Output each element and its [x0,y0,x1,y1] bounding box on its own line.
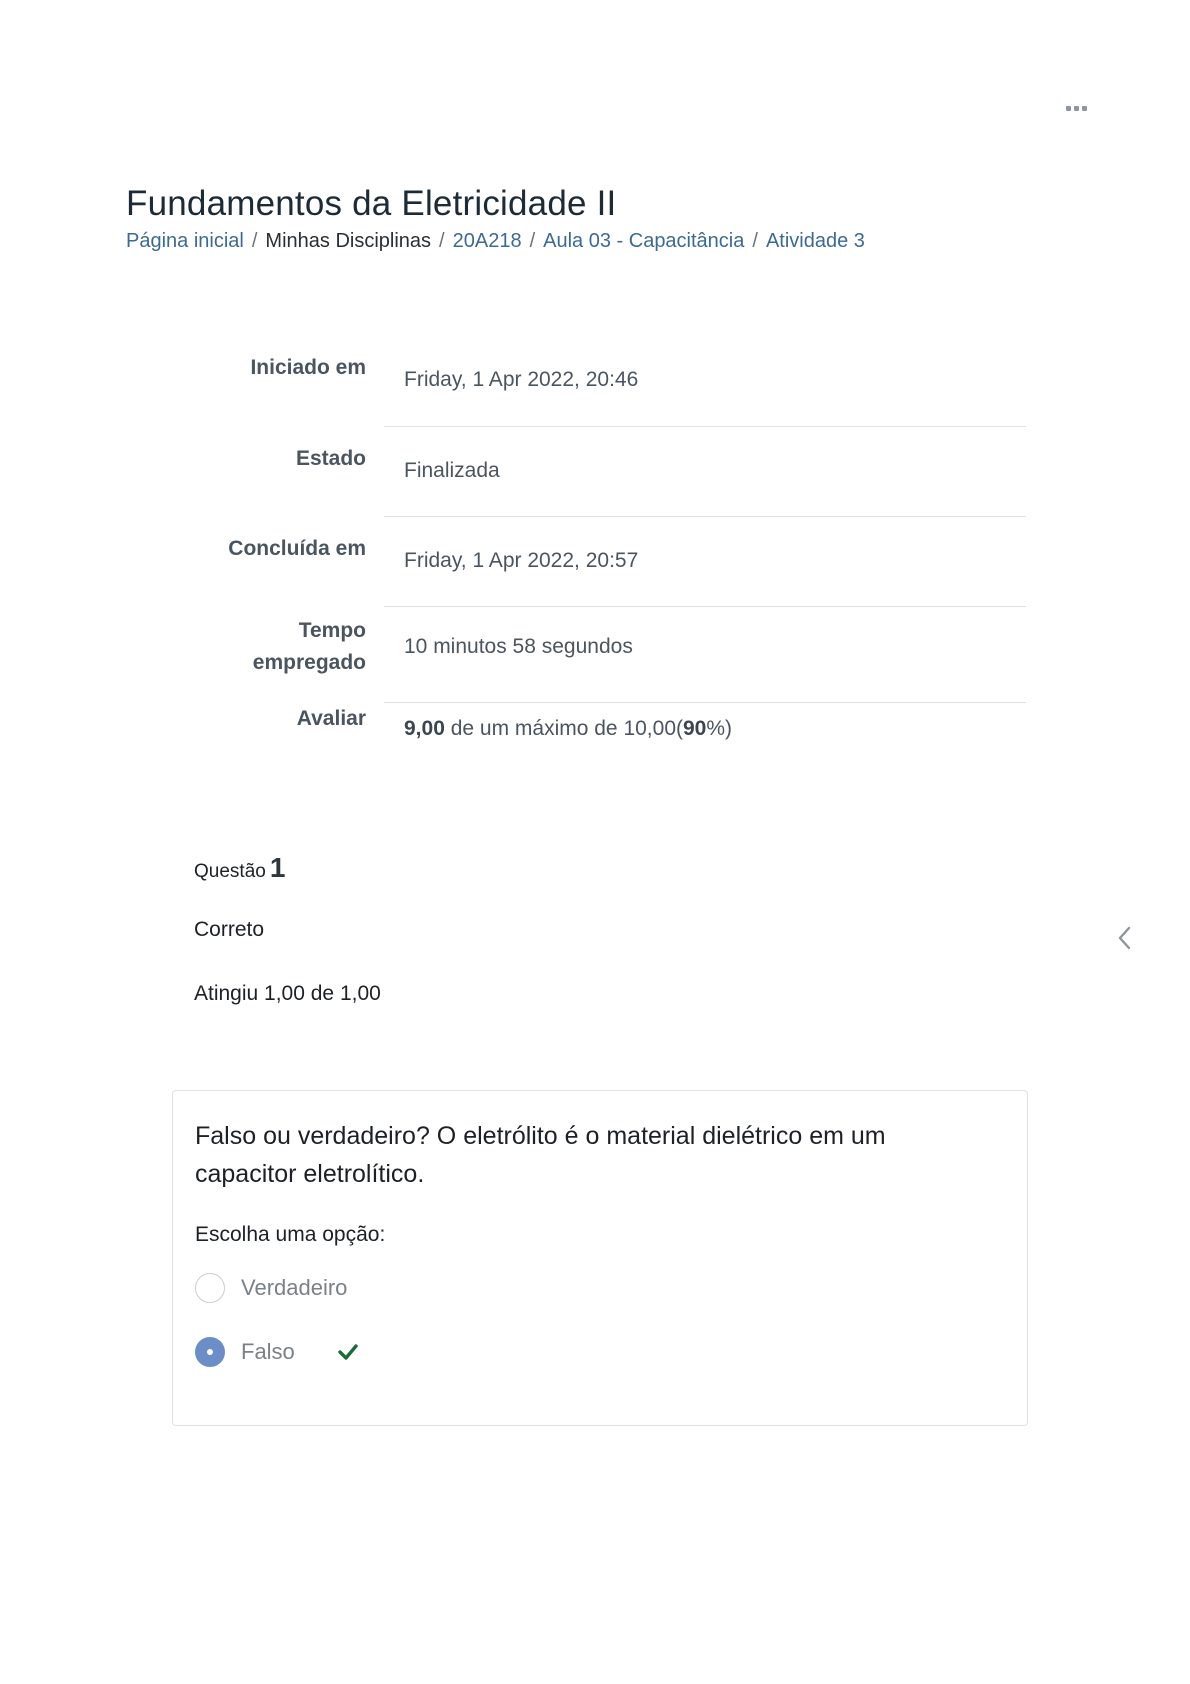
completed-value: Friday, 1 Apr 2022, 20:57 [384,517,1026,607]
summary-row-time-taken [126,607,1026,703]
breadcrumb-course-link[interactable]: 20A218 [452,230,522,252]
completed-label: Concluída em [228,537,366,560]
check-icon [337,1341,359,1363]
grade-label: Avaliar [296,707,366,730]
time-taken-label-line1: Tempo [298,619,366,642]
option-label-verdadeiro: Verdadeiro [241,1275,348,1300]
grade-max-text: de um máximo de 10,00( [444,717,683,740]
breadcrumb-section-link[interactable]: Aula 03 - Capacitância [543,230,745,252]
breadcrumb-activity-link[interactable]: Atividade 3 [765,230,865,252]
started-value: Friday, 1 Apr 2022, 20:46 [384,336,1026,427]
radio-verdadeiro[interactable] [195,1273,225,1303]
question-grade: Atingiu 1,00 de 1,00 [194,982,381,1005]
breadcrumb-separator: / [752,230,758,252]
state-label: Estado [295,447,366,470]
question-prompt: Escolha uma opção: [195,1223,386,1246]
option-falso[interactable] [195,1335,1005,1369]
time-taken-label-line2: empregado [252,651,366,674]
option-label-falso: Falso [241,1339,295,1364]
grade-percent: 90 [683,717,707,740]
question-number [194,852,286,883]
breadcrumb-my-courses: Minhas Disciplinas [265,230,432,252]
question-text: Falso ou verdadeiro? O eletrólito é o material dielétrico em um capacitor eletrolítico. [195,1122,886,1188]
question-card [172,1090,1028,1426]
question-state: Correto [194,918,265,941]
breadcrumb-separator: / [529,230,536,252]
chevron-left-icon[interactable] [1114,924,1136,952]
page-title: Fundamentos da Eletricidade II [126,184,617,223]
summary-row-started [126,336,1026,427]
time-taken-value: 10 minutos 58 segundos [384,607,1026,703]
radio-falso[interactable] [195,1337,225,1367]
question-number-value: 1 [269,852,286,883]
more-options-icon[interactable] [1062,100,1090,116]
option-verdadeiro[interactable] [195,1271,1005,1305]
question-label: Questão [194,861,266,882]
state-value: Finalizada [384,427,1026,517]
grade-value [384,703,1026,793]
attempt-summary-table [126,336,1026,793]
time-taken-label [126,607,384,703]
started-label: Iniciado em [250,356,366,379]
summary-row-state [126,427,1026,517]
breadcrumb-home-link[interactable]: Página inicial [126,230,244,252]
breadcrumb-separator: / [439,230,445,252]
summary-row-completed [126,517,1026,607]
grade-percent-end: %) [706,717,733,740]
breadcrumb [126,230,865,253]
question-info [194,852,285,884]
summary-row-grade [126,703,1026,793]
breadcrumb-separator: / [251,230,258,252]
grade-score: 9,00 [404,717,445,740]
